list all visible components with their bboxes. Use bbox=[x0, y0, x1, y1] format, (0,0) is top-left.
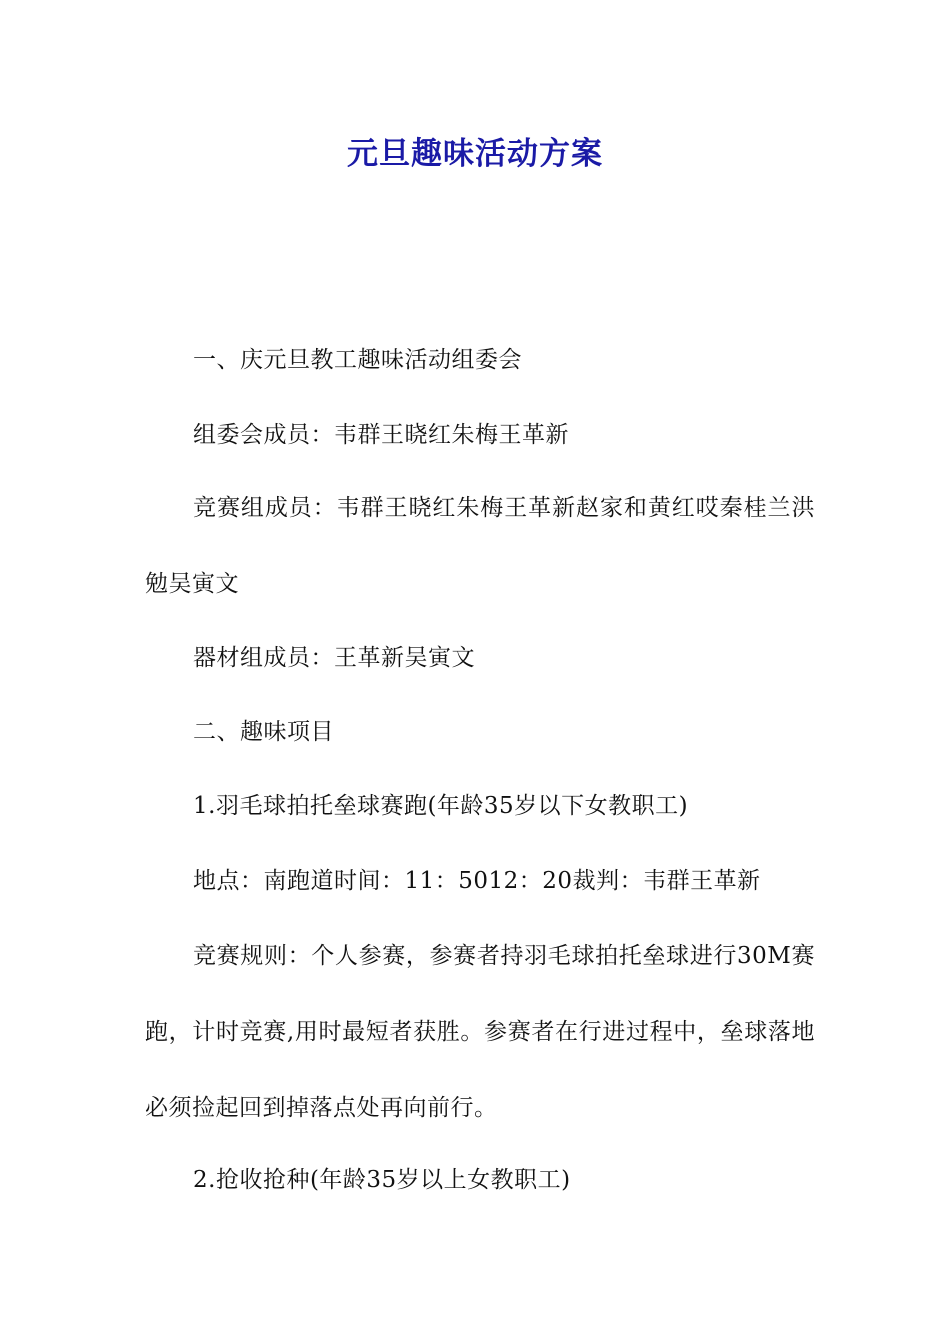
document-title: 元旦趣味活动方案 bbox=[347, 136, 603, 172]
paragraph-equipment-members: 器材组成员：王革新吴寅文 bbox=[193, 645, 475, 671]
section-heading-committee: 一、庆元旦教工趣味活动组委会 bbox=[193, 347, 522, 373]
event-2-title: 2.抢收抢种(年龄35岁以上女教职工) bbox=[193, 1167, 571, 1193]
paragraph-competition-members: 竞赛组成员：韦群王晓红朱梅王革新赵家和黄红哎秦桂兰洪勉吴寅文 bbox=[145, 495, 815, 597]
section-heading-events: 二、趣味项目 bbox=[193, 719, 334, 745]
event-1-title: 1.羽毛球拍托垒球赛跑(年龄35岁以下女教职工) bbox=[193, 793, 689, 819]
event-1-details: 地点：南跑道时间：11：5012：20裁判：韦群王革新 bbox=[193, 868, 761, 894]
event-1-rules: 竞赛规则：个人参赛，参赛者持羽毛球拍托垒球进行30M赛跑，计时竞赛,用时最短者获胜。参赛者在行进过程中，垒球落地必须捡起回到掉落点处再向前行。 bbox=[145, 943, 815, 1121]
paragraph-committee-members: 组委会成员：韦群王晓红朱梅王革新 bbox=[193, 422, 569, 448]
